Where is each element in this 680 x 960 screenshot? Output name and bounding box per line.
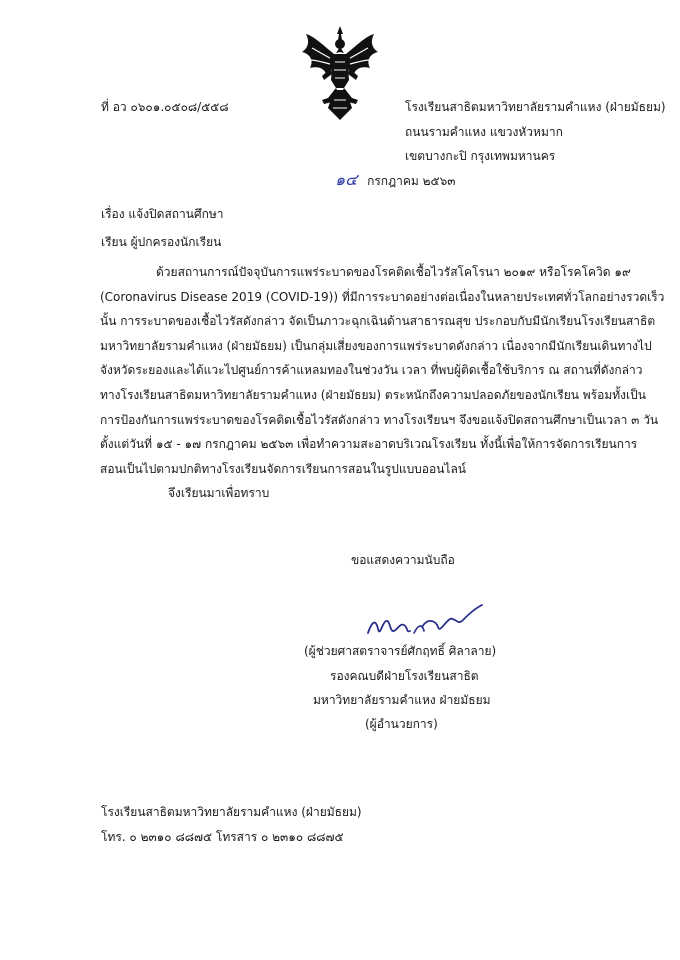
recipient-line: เรียน ผู้ปกครองนักเรียน [101,235,222,249]
date-month-year: กรกฎาคม ๒๕๖๓ [367,174,456,188]
body-line: สอนเป็นไปตามปกติทางโรงเรียนจัดการเรียนการสอนในรูปแบบออนไลน์ [100,461,467,476]
sender-name: โรงเรียนสาธิตมหาวิทยาลัยรามคำแหง (ฝ่ายมัธยม) [405,100,666,114]
body-line: นั้น การระบาดของเชื้อไวรัสดังกล่าว จัดเป็นภาวะฉุกเฉินด้านสาธารณสุข ประกอบกับมีนักเรียนโรงเรียนสาธิต [100,314,656,329]
footer-school-name: โรงเรียนสาธิตมหาวิทยาลัยรามคำแหง (ฝ่ายมัธยม) [101,805,362,819]
subject-line: เรื่อง แจ้งปิดสถานศึกษา [101,207,224,221]
handwritten-signature [362,603,487,643]
closing-sentence: จึงเรียนมาเพื่อทราบ [168,486,270,500]
body-line: การป้องกันการแพร่ระบาดของโรคติดเชื้อไวรัสดังกล่าว ทางโรงเรียนฯ จึงขอแจ้งปิดสถานศึกษาเป็นเวลา ๓ วัน [100,412,659,427]
body-line: ด้วยสถานการณ์ปัจจุบันการแพร่ระบาดของโรคติดเชื้อไวรัสโคโรนา ๒๐๑๙ หรือโรคโควิด ๑๙ [156,265,631,279]
body-paragraph [100,260,665,481]
body-line: จังหวัดระยองและได้แวะไปศูนย์การค้าแหลมทองในช่วงวัน เวลา ที่พบผู้ติดเชื้อใช้บริการ ณ สถานที่ดังกล่าว [100,363,643,378]
signatory-position-line3: (ผู้อำนวยการ) [365,717,438,731]
letter-date [335,172,455,188]
body-line: (Coronavirus Disease 2019 (COVID-19)) ที่มีการระบาดอย่างต่อเนื่องในหลายประเทศทั่วโลกอย่างรวดเร็ว [100,289,665,304]
signatory-position-line2: มหาวิทยาลัยรามคำแหง ฝ่ายมัธยม [313,693,491,707]
date-day: ๑๔ [335,170,358,189]
signatory-name: (ผู้ช่วยศาสตราจารย์ศักฤทธิ์ ศิลาลาย) [304,644,497,658]
sender-address-line1: ถนนรามคำแหง แขวงหัวหมาก [405,125,563,139]
body-line: ทางโรงเรียนสาธิตมหาวิทยาลัยรามคำแหง (ฝ่ายมัธยม) ตระหนักถึงความปลอดภัยของนักเรียน พร้อมทั้งเป็น [100,387,646,402]
reference-number: ที่ อว ๐๖๐๑.๐๕๐๘/๕๕๘ [101,100,229,114]
garuda-emblem-icon [300,24,380,122]
footer-contact: โทร. ๐ ๒๓๑๐ ๘๘๗๕ โทรสาร ๐ ๒๓๑๐ ๘๘๗๕ [101,830,344,844]
signatory-position-line1: รองคณบดีฝ่ายโรงเรียนสาธิต [330,669,479,683]
body-line: มหาวิทยาลัยรามคำแหง (ฝ่ายมัธยม) เป็นกลุ่มเสี่ยงของการแพร่ระบาดดังกล่าว เนื่องจากมีนักเรียนเดินทางไป [100,338,652,353]
complimentary-close: ขอแสดงความนับถือ [351,553,455,567]
sender-address-line2: เขตบางกะปิ กรุงเทพมหานคร [405,149,556,163]
body-line: ตั้งแต่วันที่ ๑๕ - ๑๗ กรกฎาคม ๒๕๖๓ เพื่อทำความสะอาดบริเวณโรงเรียน ทั้งนี้เพื่อให้การจัดการเรียนการ [100,437,638,452]
